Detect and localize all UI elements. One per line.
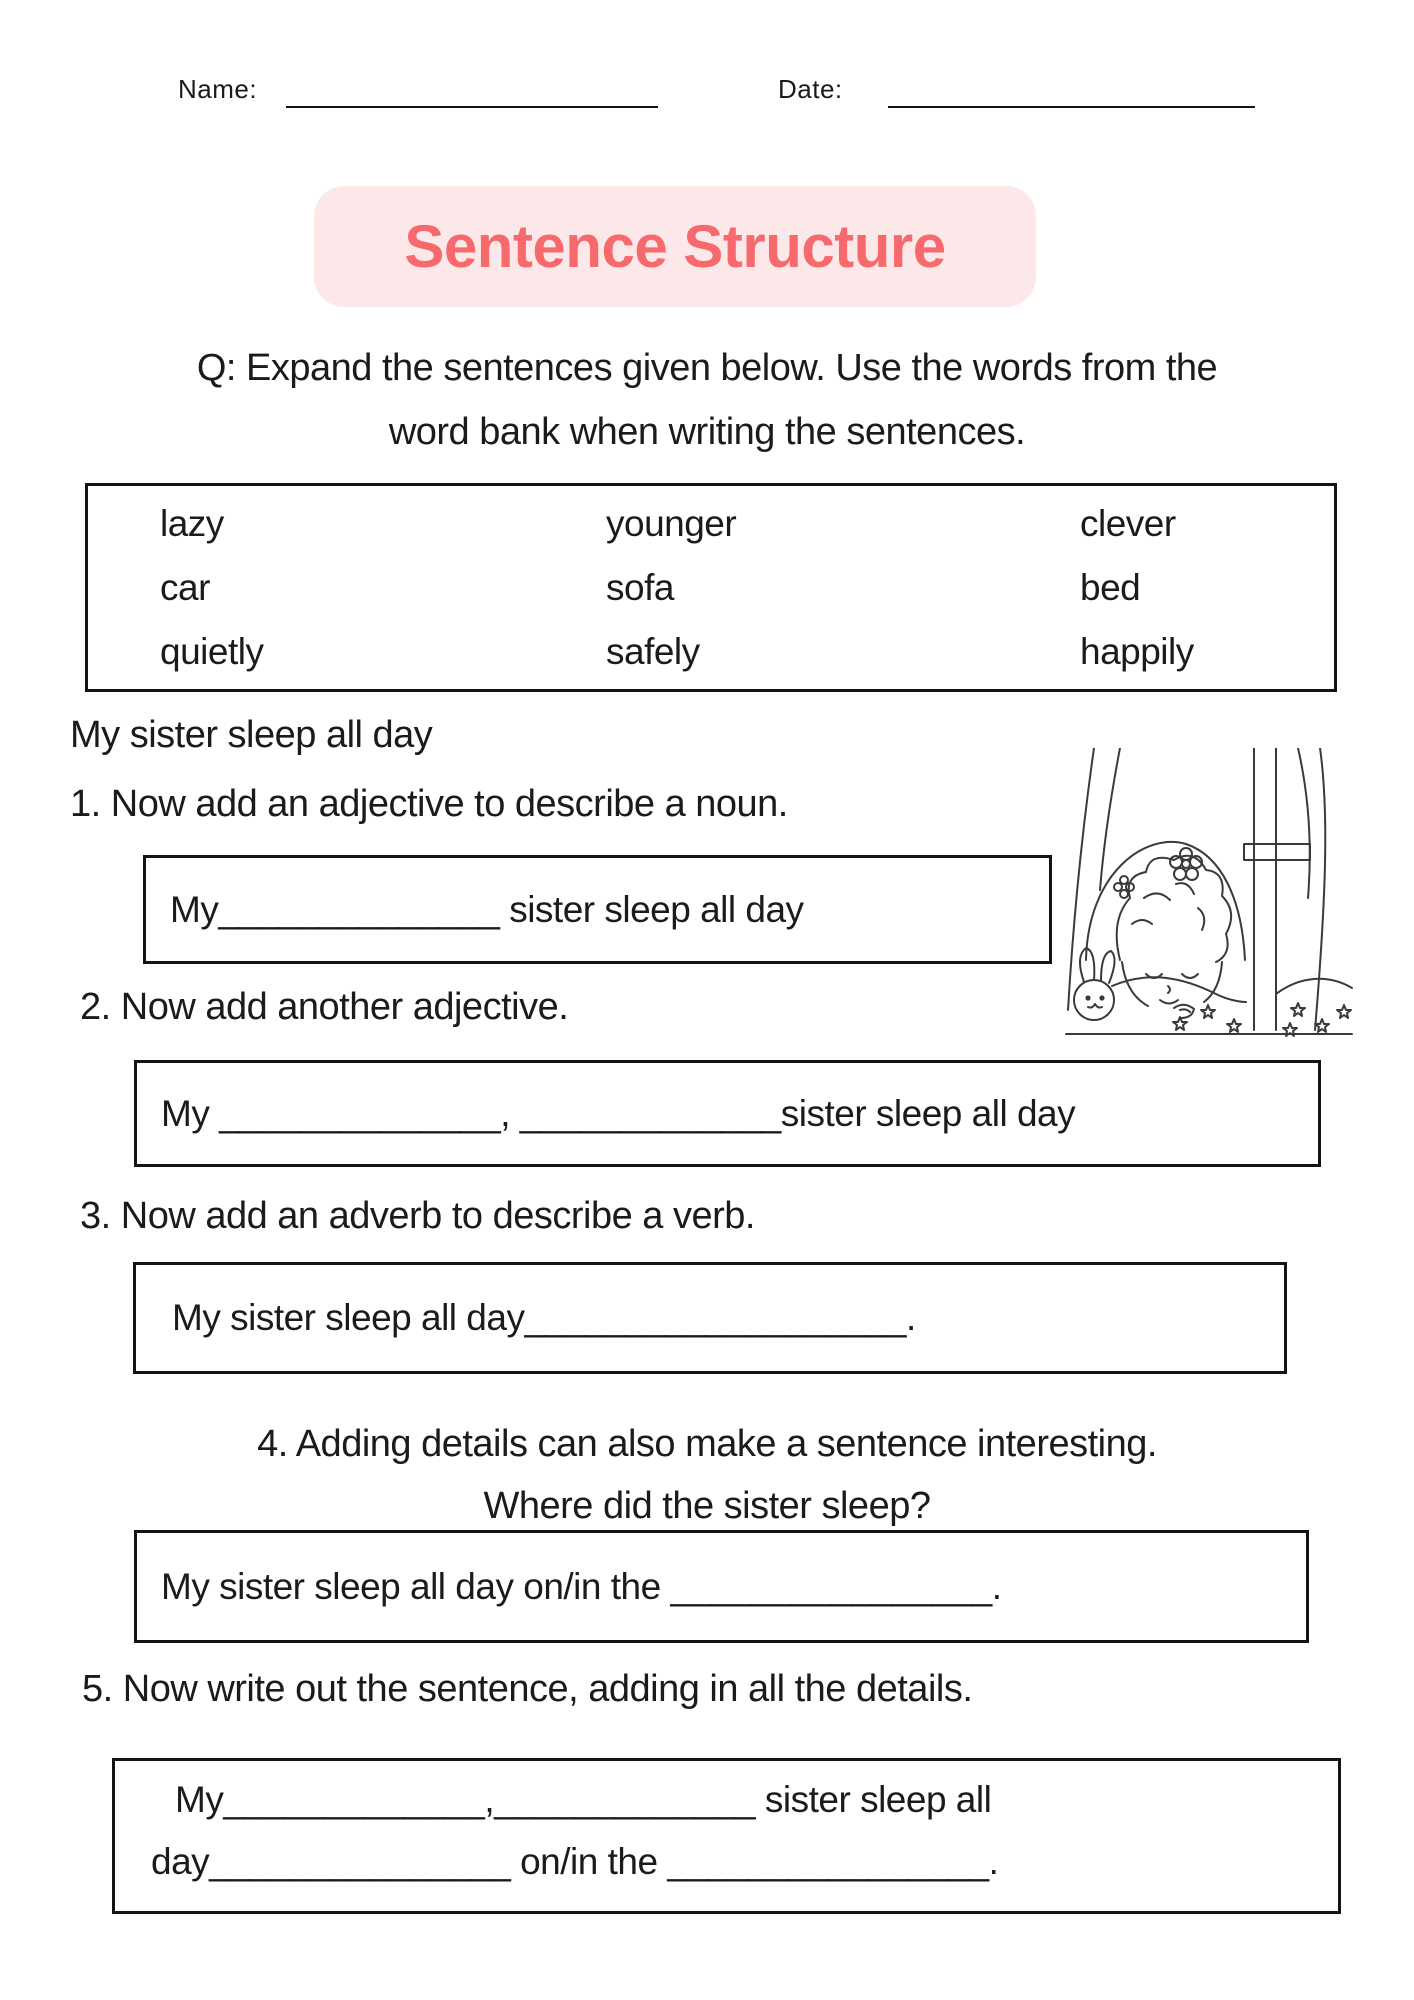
- task5-answer-line1: My_____________,_____________ sister sleep all: [175, 1779, 992, 1820]
- task1-prompt: 1. Now add an adjective to describe a noun.: [70, 783, 788, 825]
- task5-answer-line2: day_______________ on/in the ________________.: [151, 1841, 999, 1882]
- word-bank-column-1: [160, 492, 263, 684]
- word-bank-word: safely: [606, 631, 700, 672]
- task5-answer-box: [112, 1758, 1341, 1914]
- task4-answer-line: My sister sleep all day on/in the ________________.: [161, 1565, 1002, 1607]
- word-bank-word: happily: [1080, 631, 1194, 672]
- name-underline: [286, 106, 658, 108]
- word-bank-column-2: [606, 492, 736, 684]
- word-bank-box: [85, 483, 1337, 692]
- word-bank-word: sofa: [606, 567, 674, 608]
- task2-answer-line: My ______________, _____________sister sleep all day: [161, 1092, 1076, 1134]
- task3-prompt: 3. Now add an adverb to describe a verb.: [80, 1195, 755, 1237]
- task4-prompt-line1: 4. Adding details can also make a sentence interesting.: [257, 1423, 1157, 1465]
- task5-prompt: 5. Now write out the sentence, adding in all the details.: [82, 1668, 973, 1710]
- task1-answer-line: My______________ sister sleep all day: [170, 888, 804, 930]
- task2-prompt: 2. Now add another adjective.: [80, 986, 569, 1028]
- date-underline: [888, 106, 1255, 108]
- base-sentence: My sister sleep all day: [70, 714, 433, 756]
- date-label: Date:: [778, 74, 843, 104]
- name-label: Name:: [178, 74, 258, 104]
- task2-answer-box: [134, 1060, 1321, 1167]
- sleeping-child-illustration: [1058, 748, 1358, 1038]
- task1-answer-box: [143, 855, 1052, 964]
- task4-answer-box: [134, 1530, 1309, 1643]
- task3-answer-line: My sister sleep all day___________________.: [172, 1297, 916, 1338]
- intro-question-line2: word bank when writing the sentences.: [388, 411, 1026, 453]
- word-bank-word: clever: [1080, 503, 1176, 544]
- word-bank-word: lazy: [160, 503, 224, 544]
- word-bank-word: bed: [1080, 567, 1141, 608]
- word-bank-word: quietly: [160, 631, 264, 672]
- title-badge: [314, 186, 1036, 307]
- intro-question: [0, 336, 1414, 464]
- task3-answer-box: [133, 1262, 1287, 1374]
- word-bank-word: car: [160, 567, 210, 608]
- word-bank-word: younger: [606, 503, 737, 544]
- intro-question-line1: Q: Expand the sentences given below. Use the words from the: [196, 347, 1218, 389]
- word-bank-column-3: [1080, 492, 1194, 684]
- task4-prompt-line2: Where did the sister sleep?: [483, 1485, 931, 1527]
- page-title: Sentence Structure: [404, 213, 946, 280]
- task4-prompt: [0, 1413, 1414, 1537]
